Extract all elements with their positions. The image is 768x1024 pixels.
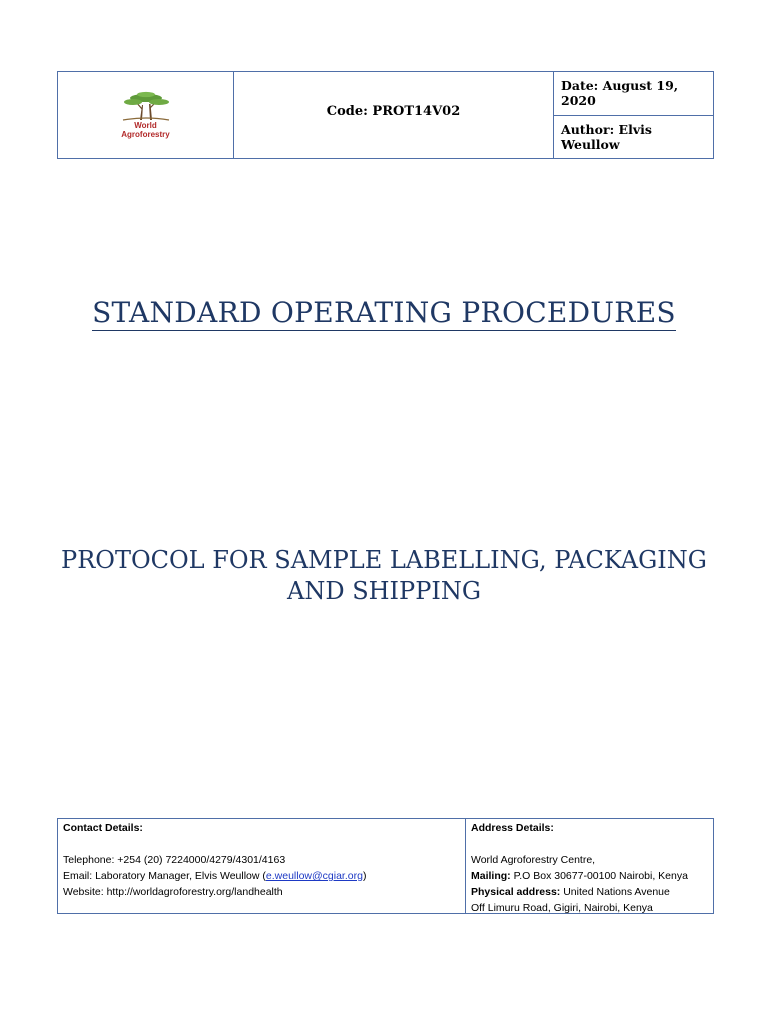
mailing-label: Mailing: <box>471 870 511 882</box>
document-author: Author: Elvis Weullow <box>561 121 652 152</box>
page-title-text: STANDARD OPERATING PROCEDURES <box>92 296 676 329</box>
address-mailing <box>471 868 708 884</box>
contact-telephone: Telephone: +254 (20) 7224000/4279/4301/4163 <box>63 854 286 866</box>
email-link[interactable]: e.weullow@cgiar.org <box>265 870 363 882</box>
address-centre: World Agroforestry Centre, <box>471 854 596 866</box>
address-physical <box>471 884 708 900</box>
contact-email-prefix: Email: Laboratory Manager, Elvis Weullow ( <box>63 870 266 882</box>
page-title <box>0 296 768 329</box>
logo-text-line2: Agroforestry <box>121 130 170 139</box>
contact-website: Website: http://worldagroforestry.org/landhealth <box>63 886 283 898</box>
protocol-title: PROTOCOL FOR SAMPLE LABELLING, PACKAGING AND SHIPPING <box>61 546 707 605</box>
physical-label: Physical address: <box>471 886 561 898</box>
tree-icon <box>119 91 173 121</box>
document-code: Code: PROT14V02 <box>234 72 554 158</box>
logo-text <box>121 121 169 139</box>
document-date: Date: August 19, 2020 <box>554 72 713 116</box>
document-header-table <box>57 71 714 159</box>
address-details <box>466 819 713 913</box>
world-agroforestry-logo <box>119 91 173 139</box>
contact-details <box>58 819 466 913</box>
mailing-value: P.O Box 30677-00100 Nairobi, Kenya <box>510 870 688 882</box>
physical-value: United Nations Avenue <box>560 886 670 898</box>
address-heading: Address Details: <box>471 822 554 834</box>
contact-heading: Contact Details: <box>63 822 143 834</box>
contact-email-suffix: ) <box>362 870 367 882</box>
logo-text-line1: World <box>134 121 157 130</box>
meta-cell <box>554 72 713 158</box>
logo-cell <box>58 72 234 158</box>
address-physical-line2: Off Limuru Road, Gigiri, Nairobi, Kenya <box>471 902 653 914</box>
footer-details-table <box>57 818 714 914</box>
contact-email <box>63 868 460 884</box>
